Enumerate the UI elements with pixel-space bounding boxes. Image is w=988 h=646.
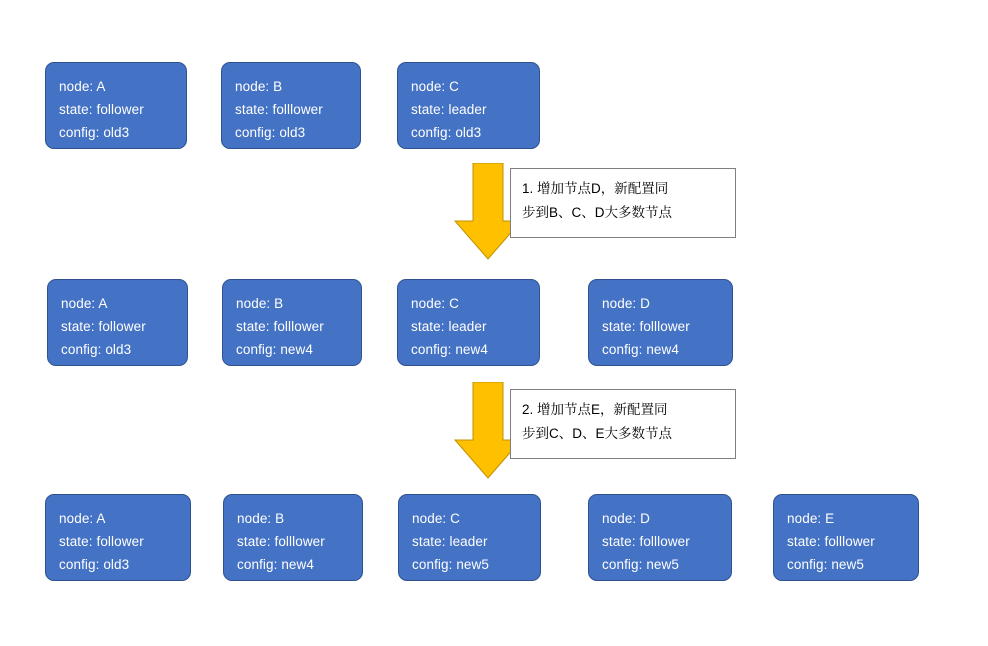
node-name: node: B: [235, 79, 283, 94]
node-config: config: old3: [61, 342, 132, 357]
node-config: config: new4: [602, 342, 679, 357]
node-box[interactable]: [588, 279, 733, 366]
node-config: config: new4: [236, 342, 313, 357]
node-config: config: old3: [235, 125, 306, 140]
step-callout: [510, 389, 736, 459]
step-text-line-1: 2. 增加节点E，新配置同: [522, 402, 668, 417]
node-state: state: follower: [59, 534, 144, 549]
node-state: state: folllower: [602, 534, 690, 549]
node-box[interactable]: [397, 279, 540, 366]
node-name: node: A: [61, 296, 108, 311]
node-state: state: follower: [61, 319, 146, 334]
node-name: node: C: [411, 79, 459, 94]
node-config: config: new5: [787, 557, 864, 572]
node-config: config: new4: [237, 557, 314, 572]
node-box[interactable]: [223, 494, 363, 581]
node-box[interactable]: [397, 62, 540, 149]
node-box[interactable]: [221, 62, 361, 149]
node-state: state: leader: [411, 102, 487, 117]
node-box[interactable]: [222, 279, 362, 366]
node-state: state: folllower: [787, 534, 875, 549]
node-box[interactable]: [773, 494, 919, 581]
node-state: state: follower: [59, 102, 144, 117]
node-state: state: folllower: [237, 534, 325, 549]
node-config: config: new4: [411, 342, 488, 357]
node-name: node: B: [237, 511, 285, 526]
node-box[interactable]: [45, 494, 191, 581]
node-config: config: old3: [411, 125, 482, 140]
step-text-line-2: 步到B、C、D大多数节点: [522, 205, 673, 220]
step-callout: [510, 168, 736, 238]
node-name: node: D: [602, 296, 650, 311]
node-name: node: A: [59, 511, 106, 526]
node-name: node: E: [787, 511, 835, 526]
node-config: config: old3: [59, 125, 130, 140]
node-name: node: C: [411, 296, 459, 311]
node-name: node: D: [602, 511, 650, 526]
node-state: state: leader: [411, 319, 487, 334]
node-name: node: B: [236, 296, 284, 311]
node-state: state: folllower: [236, 319, 324, 334]
node-config: config: new5: [602, 557, 679, 572]
node-state: state: leader: [412, 534, 488, 549]
node-config: config: new5: [412, 557, 489, 572]
node-name: node: C: [412, 511, 460, 526]
node-box[interactable]: [47, 279, 188, 366]
step-text-line-2: 步到C、D、E大多数节点: [522, 426, 673, 441]
node-box[interactable]: [398, 494, 541, 581]
node-state: state: folllower: [602, 319, 690, 334]
node-name: node: A: [59, 79, 106, 94]
node-config: config: old3: [59, 557, 130, 572]
step-text-line-1: 1. 增加节点D，新配置同: [522, 181, 669, 196]
node-state: state: folllower: [235, 102, 323, 117]
node-box[interactable]: [588, 494, 732, 581]
node-box[interactable]: [45, 62, 187, 149]
